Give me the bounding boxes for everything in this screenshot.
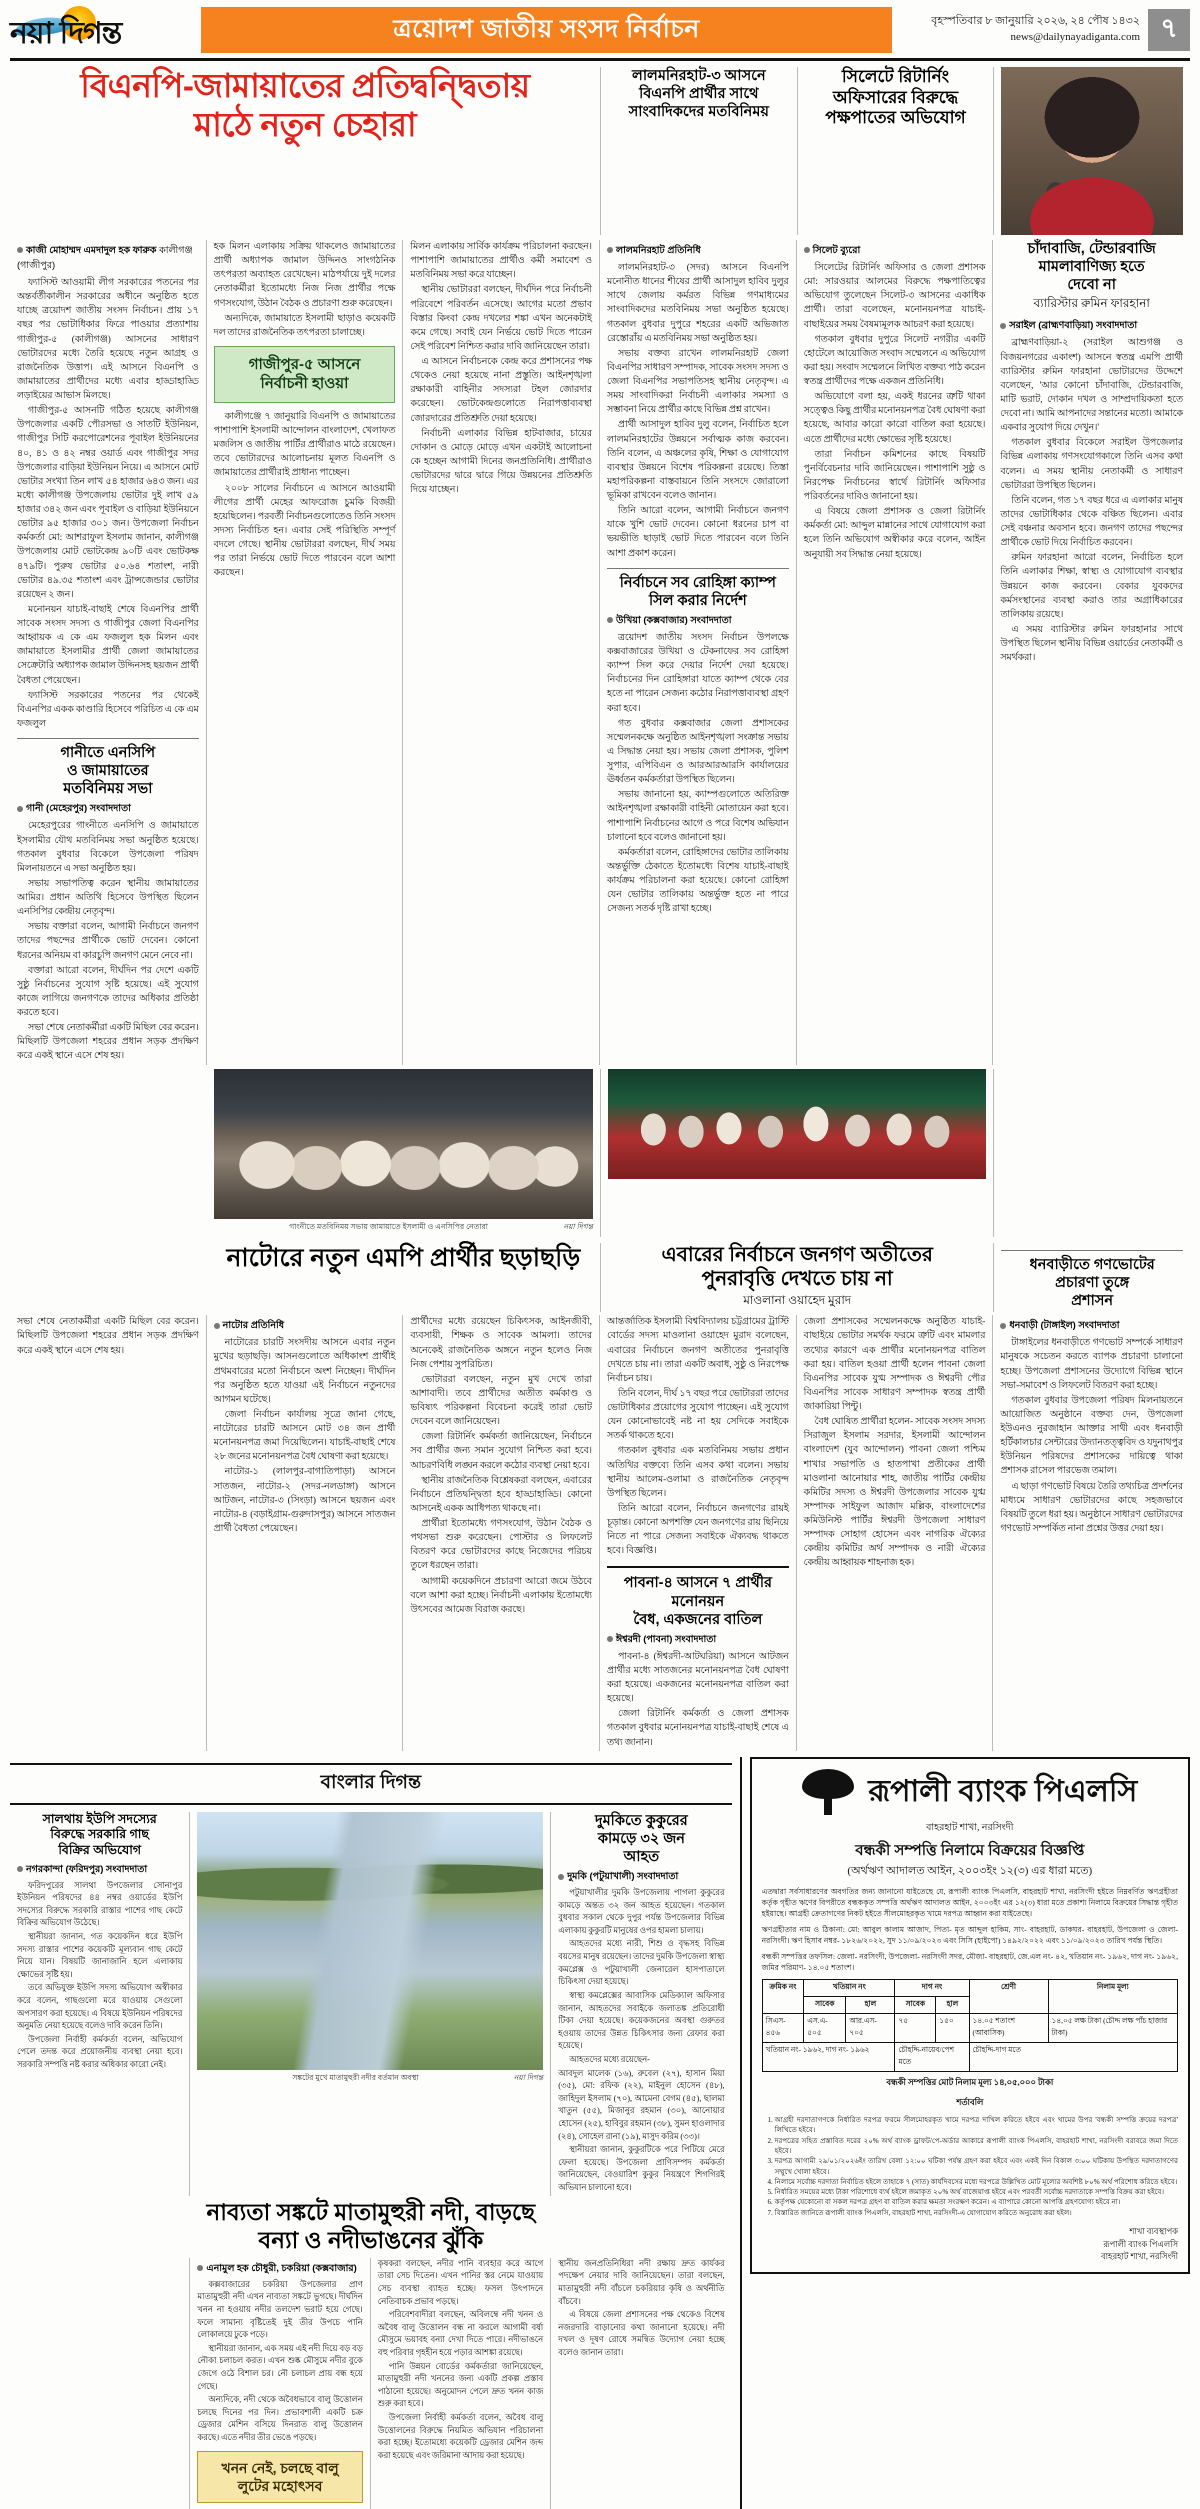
- ad-title: বন্ধকী সম্পত্তি নিলামে বিক্রয়ের বিজ্ঞপ্তি: [855, 1841, 1085, 1859]
- sign-bank: রূপালী ব্যাংক পিএলসি: [1103, 2239, 1178, 2249]
- paragraph: সভা শেষে নেতাকর্মীরা একটি মিছিল বের করেন। মিছিলটি উপজেলা শহরের প্রধান সড়ক প্রদক্ষিণ করে একই স্থানে এসে শেষ হয়।: [17, 1317, 199, 1356]
- river-text-1: [197, 2279, 362, 2445]
- paragraph: গতকাল বুধবার দুপুরে সিলেট নগরীর একটি হোটেলে আয়োজিত সংবাদ সম্মেলনে এ অভিযোগ করা হয়। সংবাদ সম্মেলনে লিখিত বক্তব্য পাঠ করেন স্বতন্ত্র প্রার্থীদের পক্ষে একজন প্রতিনিধি।: [803, 334, 986, 387]
- ncp-group-photo: [214, 1069, 593, 1219]
- paragraph: গত বুধবার কক্সবাজার জেলা প্রশাসকের সম্মেলনকক্ষে অনুষ্ঠিত আইনশৃঙ্খলা সংক্রান্ত সভায় এ সিদ্ধান্ত নেয়া হয়। সভায় জেলা প্রশাসক, পুলিশ সুপার, এপিবিএন ও আরআরআরসি কার্যালয়ের ঊর্ধ্বতন কর্মকর্তারা উপস্থিত ছিলেন।: [607, 718, 789, 786]
- paragraph: গতকাল বুধবার বিকেলে সরাইল উপজেলার বিভিন্ন এলাকায় গণসংযোগকালে তিনি এসব কথা বলেন। এ সময় স্থানীয় নেতাকর্মী ও সাধারণ ভোটাররা উপস্থিত ছিলেন।: [1000, 438, 1183, 491]
- middle-region: [10, 1069, 1190, 1237]
- table-header-row: [762, 1980, 1177, 1997]
- pabna-byline: ঈশ্বরদী (পাবনা) সংবাদদাতা: [607, 1633, 789, 1648]
- middle-region-3: [10, 1315, 1190, 1750]
- pabna-text-1: [607, 1650, 789, 1750]
- paragraph: স্থানীয় ভোটাররা বলছেন, দীর্ঘদিন পরে নির্বাচনী পরিবেশে পরিবর্তন এসেছে। আগের মতো প্রভাব বিস্তার কিংবা কেন্দ্র দখলের শঙ্কা এখন অনেকটাই কমে গেছে। সবাই যেন নির্ভয়ে ভোট দিতে পারেন সেই পরিবেশ নিশ্চিত করার দাবি জানিয়েছেন তারা।: [410, 285, 592, 352]
- column-3: [403, 240, 600, 1065]
- paragraph: টাঙ্গাইলের ধনবাড়ীতে গণভোট সম্পর্কে সাধারণ মানুষকে সচেতন করতে ব্যাপক প্রচারণা চালানো হচ্ছে। উপজেলা প্রশাসনের উদ্যোগে বিভিন্ন স্থানে সভা-সমাবেশ ও লিফলেট বিতরণ করা হচ্ছে।: [1000, 1338, 1183, 1391]
- ncp-headline-line2: ও জামায়াতের: [67, 763, 149, 780]
- bottom-region: [10, 1757, 1190, 2509]
- ad-intro: এতদ্বারা সর্বসাধারণের অবগতির জন্য জানানো যাইতেছে যে, রূপালী ব্যাংক পিএলসি, বাহরহাট শাখা, নরসিংদী হইতে নিম্নবর্ণিত ঋণগ্রহীতা কর্তৃক গৃহীত ঋণের বিপরীতে বন্ধককৃত সম্পত্তি অর্থঋণ আদালত আইন, ২০০৩ইং এর ১২(৩) ধারা মতে প্রকাশ্য নিলামে বিক্রয়ের সিদ্ধান্ত গৃহীত হইয়াছে। আগ্রহী ক্রেতাগণের নিকট হইতে সীলমোহরকৃত খামে দরপত্র আহ্বান করা যাইতেছে।: [761, 1887, 1178, 1919]
- cell-extra-left: খতিয়ান নং- ১৯৬২, দাগ নং- ১৯৬২: [762, 2043, 895, 2072]
- rumin-headline-line3: দেবো না: [1067, 277, 1116, 294]
- cell-khatian-current: আর.এস- ৭০৫: [846, 2014, 895, 2043]
- ad-branch: বাহরহাট শাখা, নরসিংদী: [926, 1822, 1014, 1833]
- sylhet-byline: সিলেট ব্যুরো: [804, 244, 986, 259]
- paragraph: রুমিন ফারহানা আরো বলেন, নির্বাচিত হলে তিনি এলাকার শিক্ষা, স্বাস্থ্য ও যোগাযোগ ব্যবস্থার উন্নয়নে কাজ করবেন। বেকার যুবকদের কর্মসংস্থানের ব্যবস্থা করাও তার অগ্রাধিকারের তালিকায় রয়েছে।: [1000, 553, 1183, 620]
- murad-headline-line2: পুনরাবৃত্তি দেখতে চায় না: [701, 1267, 893, 1290]
- cell-serial: সিএস- ৪৫৬: [762, 2014, 804, 2043]
- spacer-b: [551, 2198, 731, 2254]
- divider: [607, 1566, 789, 1568]
- paragraph: স্থানীয়রা জানান, গত কয়েকদিন ধরে ইউপি সদস্য রাস্তার পাশের কয়েকটি মূল্যবান গাছ কেটে নিয়ে যান। বিষয়টি জানাজানি হলে এলাকায় ক্ষোভের সৃষ্টি হয়।: [17, 1931, 183, 1979]
- murad-text: [607, 1315, 789, 1558]
- salatha-col: [10, 1812, 190, 2196]
- murad-col-1: [600, 1315, 797, 1750]
- bd-col-a-tail: [10, 2258, 190, 2509]
- banglar-digonto-banner: বাংলার দিগন্ত: [10, 1763, 732, 1805]
- ncp-headline-line3: মতবিনিময় সভা: [63, 781, 153, 798]
- paragraph: তিনি আরো বলেন, নির্বাচনে জনগণের রায়ই চূড়ান্ত। কোনো অপশক্তি যেন জনগণের রায় ছিনিয়ে নিতে না পারে সেজন্য সবাইকে ঐক্যবদ্ধ থাকতে হবে। বিজ্ঞপ্তি।: [607, 1503, 789, 1557]
- paragraph: আন্তর্জাতিক ইসলামী বিশ্ববিদ্যালয় চট্টগ্রামের ট্রাস্টি বোর্ডের সদস্য মাওলানা ওয়াহেদ মুরাদ বলেছেন, এবারের নির্বাচনে জনগণ অতীতের পুনরাবৃত্তি দেখতে চায় না। তারা একটি অবাধ, সুষ্ঠু ও নিরপেক্ষ নির্বাচন চায়।: [607, 1317, 789, 1384]
- cell-area: ১৪.০৫ শতাংশ (আবাসিক): [969, 2014, 1048, 2043]
- paragraph: কালীগঞ্জে ৭ জানুয়ারি বিএনপি ও জামায়াতের পাশাপাশি ইসলামী আন্দোলন বাংলাদেশ, খেলাফত মজলিস ও জাতীয় পার্টির প্রার্থীরাও মাঠে রয়েছেন। তবে ভোটারদের আলোচনায় মূলত বিএনপি ও জামায়াতের প্রার্থীরাই প্রাধান্য পাচ্ছেন।: [213, 411, 396, 479]
- masthead: [10, 6, 1190, 54]
- dhanbari-headline-line2: প্রচারণা তুঙ্গে: [1055, 1274, 1130, 1291]
- paragraph: নির্বাচনী এলাকার বিভিন্ন হাটবাজার, চায়ের দোকান ও মোড়ে মোড়ে এখন একটাই আলোচনা কে হচ্ছেন আগামী দিনের জনপ্রতিনিধি। প্রার্থীরাও ভোটারদের দ্বারে দ্বারে গিয়ে উন্নয়নের প্রতিশ্রুতি দিয়ে যাচ্ছেন।: [410, 428, 592, 496]
- paragraph: উপজেলা নির্বাহী কর্মকর্তা বলেন, অবৈধ বালু উত্তোলনের বিরুদ্ধে নিয়মিত অভিযান পরিচালনা করা হচ্ছে। ইতোমধ্যে কয়েকটি ড্রেজার মেশিন জব্দ করা হয়েছে এবং জরিমানা আদায় করা হয়েছে।: [377, 2413, 544, 2460]
- paragraph: স্থানীয় জনপ্রতিনিধিরা নদী রক্ষায় দ্রুত কার্যকর পদক্ষেপ নেয়ার দাবি জানিয়েছেন। তারা বলছেন, মাতামুহুরী নদী বাঁচলে চকরিয়ার কৃষি ও অর্থনীতি বাঁচবে।: [558, 2258, 725, 2306]
- paragraph: নাটোর-১ (লালপুর-বাগাতিপাড়া) আসনে সাতজন, নাটোর-২ (সদর-নলডাঙ্গা) আসনে আটজন, নাটোর-৩ (সিংড়া) আসনে ছয়জন এবং নাটোর-৪ (বড়াইগ্রাম-গুরুদাসপুর) আসনে সাতজন প্রার্থী বৈধতা পেয়েছেন।: [213, 1467, 396, 1534]
- sign-branch: বাহরহাট শাখা, নরসিংদী: [1100, 2252, 1178, 2262]
- river-photo-block: [190, 1812, 551, 2196]
- lalmonirhat-headline-block: [600, 67, 797, 235]
- murad-attribution: মাওলানা ওয়াহেদ মুরাদ: [743, 1293, 852, 1308]
- rohingya-headline: নির্বাচনে সব রোহিঙ্গা ক্যাম্প সিল করার নির্দেশ: [619, 574, 776, 609]
- paragraph: তিনি বলেন, দীর্ঘ ১৭ বছর পরে ভোটাররা তাদের ভোটাধিকার প্রয়োগের সুযোগ পাচ্ছেন। এই সুযোগ যেন কোনোভাবেই নষ্ট না হয় সেদিকে সবাইকে সতর্ক থাকতে হবে।: [607, 1388, 789, 1442]
- paragraph: আহতদের মধ্যে রয়েছেন-: [569, 2054, 650, 2064]
- dhanbari-headline-line3: প্রশাসন: [1071, 1292, 1114, 1309]
- rumin-attribution: ব্যারিস্টার রুমিন ফারহানা: [1033, 296, 1150, 311]
- th-price: নিলাম মূল্য: [1048, 1980, 1177, 2014]
- dumki-victims-list: আবদুল মালেক (১৬), রুবেল (২৭), হাসান মিয়া (৩৫), মো: রফিক (২২), মাইনুল হোসেন (৪৮), জাহিদুল ইসলাম (৭০), আমেনা বেগম (৪৫), ছালমা খাতুন (৫৫), মিজানুর রহমান (৩০), আনোয়ার হোসেন (২৫), হাবিবুর রহমান (৩৮), সুমন হাওলাদার (২৪), সোহেল রানা (১৯), মাসুদ করিম (৩৩)।: [558, 2068, 725, 2141]
- dumki-headline-line1: দুমকিতে কুকুরের: [595, 1812, 688, 1829]
- matamuhuri-river-photo: [197, 1812, 543, 2070]
- paragraph: সভায় বক্তব্য রাখেন লালমনিরহাট জেলা বিএনপির সাধারণ সম্পাদক, সাবেক সংসদ সদস্য ও জেলা বিএনপির সভাপতিসহ স্থানীয় নেতৃবৃন্দ। এ সময় সাংবাদিকরা নির্বাচনী এলাকার সমস্যা ও সম্ভাবনা নিয়ে প্রার্থীর কাছে বিভিন্ন প্রশ্ন রাখেন।: [607, 348, 789, 416]
- paragraph: আহতদের মধ্যে নারী, শিশু ও বৃদ্ধসহ বিভিন্ন বয়সের মানুষ রয়েছেন। তাদের দুমকি উপজেলা স্বাস্থ্য কমপ্লেক্স ও পটুয়াখালী জেনারেল হাসপাতালে চিকিৎসা দেয়া হয়েছে।: [558, 1939, 725, 1987]
- photo-credit: নয়া দিগন্ত: [563, 1221, 593, 1231]
- paragraph: জেলা রিটার্নিং কর্মকর্তা ও জেলা প্রশাসক গতকাল বুধবার মনোনয়নপত্র যাচাই-বাছাই শেষে এ তথ্য জানান।: [607, 1709, 789, 1748]
- ad-signature: [762, 2226, 1178, 2264]
- paragraph: স্থানীয় রাজনৈতিক বিশ্লেষকরা বলছেন, এবারের নির্বাচনে প্রতিদ্বন্দ্বিতা হবে হাড্ডাহাড্ডি। কোনো আসনেই একক আধিপত্য থাকছে না।: [410, 1475, 592, 1514]
- bullet-icon: [17, 247, 23, 253]
- ad-header: [762, 1767, 1178, 1818]
- greenbox-line2: নির্বাচনী হাওয়া: [260, 375, 349, 393]
- greenbox-line1: গাজীপুর-৫ আসনে: [248, 355, 361, 373]
- river-headline-block: [190, 2198, 551, 2254]
- column-1-tail: [10, 1315, 207, 1750]
- ncp-text: [17, 819, 199, 1063]
- paragraph: স্বাস্থ্য কমপ্লেক্সের আবাসিক মেডিক্যাল অফিসার জানান, আহতদের সবাইকে জলাতঙ্ক প্রতিরোধী টিকা দেয়া হয়েছে। কয়েকজনের অবস্থা গুরুতর হওয়ায় তাদের উন্নত চিকিৎসার জন্য রেফার করা হয়েছে।: [558, 1990, 725, 2051]
- paragraph: গতকাল বুধবার এক মতবিনিময় সভায় প্রধান অতিথির বক্তব্যে তিনি এসব কথা বলেন। সভায় স্থানীয় আলেম-ওলামা ও রাজনৈতিক নেতৃবৃন্দ উপস্থিত ছিলেন।: [607, 1446, 789, 1499]
- paragraph: পটুয়াখালীর দুমকি উপজেলায় পাগলা কুকুরের কামড়ে অন্তত ৩২ জন আহত হয়েছেন। গতকাল বুধবার সকাল থেকে দুপুর পর্যন্ত উপজেলার বিভিন্ন এলাকায় কুকুরটি মানুষের ওপর হামলা চালায়।: [558, 1888, 725, 1935]
- bd-top-grid: [10, 1812, 732, 2196]
- bd-bottom-grid: [10, 2258, 732, 2509]
- ncp-headline-line1: গানীতে এনসিপি: [60, 745, 156, 761]
- lead-subheading-box: [214, 346, 396, 403]
- advertisement-section: [742, 1757, 1190, 2509]
- rohingya-byline: উখিয়া (কক্সবাজার) সংবাদদাতা: [607, 614, 789, 629]
- salatha-headline-line1: সালথায় ইউপি সদস্যের: [42, 1811, 157, 1826]
- bullet-icon: [197, 2265, 203, 2271]
- th-khatian: খতিয়ান নং: [804, 1980, 895, 1997]
- rumin-headline-line1: চাঁদাবাজি, টেন্ডারবাজি: [1027, 241, 1156, 257]
- th-former-1: সাবেক: [804, 1997, 846, 2014]
- lead-headline-line2: মাঠে নতুন চেহারা: [193, 105, 417, 143]
- bullet-icon: [1000, 1323, 1006, 1329]
- section-banner-election: [201, 7, 892, 53]
- bullet-icon: [17, 1866, 23, 1872]
- paragraph: গতকাল বুধবার উপজেলা পরিষদ মিলনায়তনে আয়োজিত অনুষ্ঠানে বক্তব্য দেন, উপজেলা ইউএনও নুরজাহান আক্তার সাথী এবং ধনবাড়ী হর্টিকালচার সেন্টারের উদ্যানতত্ত্ববিদ ও যদুনাথপুর ইউনিয়ন পরিষদের প্রশাসকের দায়িত্বে থাকা প্রশাসক রাসেল পারভেজ তমাল।: [1000, 1395, 1183, 1477]
- paragraph: এ বিষয়ে জেলা প্রশাসনের পক্ষ থেকেও বিশেষ নজরদারি বাড়ানোর কথা জানানো হয়েছে। নদী দখল ও দূষণ রোধে সমন্বিত উদ্যোগ নেয়া হচ্ছে বলেও জানান তারা।: [558, 2310, 725, 2358]
- sylhet-headline-block: [797, 67, 994, 235]
- ad-total: বন্ধকী সম্পত্তির মোট নিলাম মূল্য ১৪,০৫,০০০ টাকা: [886, 2078, 1054, 2088]
- dumki-headline-line3: আহত: [623, 1848, 660, 1865]
- paragraph: ভোটাররা বলছেন, নতুন মুখ দেখে তারা আশাবাদী। তবে প্রার্থীদের অতীত কর্মকাণ্ড ও ভবিষ্যৎ পরিকল্পনা বিবেচনা করেই তারা ভোট দেবেন বলে জানিয়েছেন।: [410, 1374, 592, 1428]
- paragraph: সভায় জানানো হয়, ক্যাম্পগুলোতে অতিরিক্ত আইনশৃঙ্খলা রক্ষাকারী বাহিনী মোতায়েন করা হবে। পাশাপাশি নির্বাচনের আগে ও পরে বিশেষ অভিযান চালানো হবে বলেও জানানো হয়।: [607, 790, 789, 843]
- table-body: [762, 2014, 1177, 2072]
- dhanbari-headline-line1: ধনবাড়ীতে গণভোটের: [1029, 1256, 1155, 1273]
- term-item: 1. আগ্রহী দরদাতাগণকে নির্ধারিত দরপত্র ফরমে সীলমোহরকৃত খামে দরপত্র দাখিল করিতে হইবে এবং খামের উপর 'বন্ধকী সম্পত্তি ক্রয়ের দরপত্র' লিখিতে হইবে।: [775, 2115, 1178, 2136]
- ad-note: বন্ধকী সম্পত্তির তফসিল: জেলা- নরসিংদী, উপজেলা- নরসিংদী সদর, মৌজা- বাহরহাট, জে.এল নং- ৪২, খতিয়ান নং- ১৯৬২, দাগ নং- ১৯৬২, জমির পরিমাণ- ১৪.০৫ শতাংশ।: [761, 1952, 1178, 1973]
- term-item: 3. দরপত্র আগামী ২৯/০১/২০২৬ইং তারিখ বেলা ১২:০০ ঘটিকা পর্যন্ত গ্রহণ করা হইবে এবং একই দিন বিকাল ৩:০০ ঘটিকায় উপস্থিত দরদাতাগণের সম্মুখে খোলা হইবে।: [775, 2156, 1178, 2177]
- pabna-col-2: [797, 1315, 994, 1750]
- natore-headline-block: [207, 1243, 600, 1313]
- col6-middle-spacer: [993, 1069, 1190, 1237]
- paragraph: অন্যদিকে, নদী থেকে অবৈধভাবে বালু উত্তোলন চলছে দিনের পর দিন। প্রভাবশালী একটি চক্র ড্রেজার মেশিন বসিয়ে দিনরাত বালু উত্তোলন করছে। এতে নদীর তীর ভেঙে পড়ছে।: [197, 2395, 363, 2443]
- terms-title: শর্তাবলি: [956, 2098, 984, 2108]
- cell-dag-former: ৭৫: [895, 2014, 936, 2043]
- paragraph: এ আসনে নির্বাচনকে কেন্দ্র করে প্রশাসনের পক্ষ থেকেও নেয়া হয়েছে নানা প্রস্তুতি। আইনশৃঙ্খলা রক্ষাকারী বাহিনীর সদস্যরা টহল জোরদার করেছেন। ভোটকেন্দ্রগুলোতে নিরাপত্তাব্যবস্থা জোরদারের প্রতিশ্রুতি দেয়া হয়েছে।: [410, 357, 592, 424]
- spacer-a: [10, 2198, 190, 2254]
- river-col-3: [551, 2258, 731, 2509]
- paragraph: সভায় বক্তারা বলেন, আগামী নির্বাচনে জনগণ তাদের পছন্দের প্রার্থীকে ভোট দেবেন। কোনো ধরনের অনিয়ম বা কারচুপি জনগণ মেনে নেবে না।: [17, 922, 199, 961]
- paragraph: স্থানীয়রা জানান, কুকুরটিকে পরে পিটিয়ে মেরে ফেলা হয়েছে। উপজেলা প্রাণিসম্পদ কর্মকর্তা জানিয়েছেন, বেওয়ারিশ কুকুর নিয়ন্ত্রণে শিগগিরই অভিযান চালানো হবে।: [558, 2145, 725, 2193]
- paragraph: বৈধ ঘোষিত প্রার্থীরা হলেন- সাবেক সংসদ সদস্য সিরাজুল ইসলাম সরদার, ইসলামী আন্দোলন বাংলাদেশ (যুব আন্দোলন) পাবনা জেলা পশ্চিম শাখার সভাপতি ও হাতপাখা প্রতীকের প্রার্থী মাওলানা আনোয়ার শাহ, জাতীয় পার্টির কেন্দ্রীয় কমিটির সদস্য ও ঈশ্বরদী উপজেলার সাবেক যুগ্ম সম্পাদক সাইফুল আজাদ মল্লিক, বাংলাদেশের কমিউনিস্ট পার্টির ঈশ্বরদী উপজেলা সাধারণ সম্পাদক সোহাগ হোসেন এবং নাগরিক ঐক্যের কেন্দ্রীয় কমিটির অর্থ সম্পাদক ও নারী ঐক্যের কেন্দ্রীয় আহ্বায়ক শাহনাজ হক।: [803, 1417, 986, 1569]
- salatha-text: [17, 1880, 182, 2072]
- email-address[interactable]: news@dailynayadiganta.com: [1010, 31, 1140, 43]
- paragraph: ২০০৮ সালের নির্বাচনে এ আসনে আওয়ামী লীগের প্রার্থী মেহের আফরোজ চুমকি বিজয়ী হয়েছিলেন। পরবর্তী নির্বাচনগুলোতেও তিনি সংসদ সদস্য নির্বাচিত হন। এবার সেই পরিস্থিতি সম্পূর্ণ বদলে গেছে। স্থানীয় ভোটাররা বলছেন, দীর্ঘ সময় পর তারা নির্ভয়ে ভোট দিতে পারবেন বলে আশা করছেন।: [213, 483, 396, 579]
- logo-text: নয়া দিগন্ত: [10, 17, 122, 50]
- auction-table: [762, 1979, 1178, 2072]
- divider: [17, 738, 199, 739]
- th-dag: দাগ নং: [895, 1980, 969, 1997]
- paragraph: অভিযোগে বলা হয়, একই ধরনের ত্রুটি থাকা সত্ত্বেও কিছু প্রার্থীর মনোনয়নপত্র বৈধ ঘোষণা করা হয়েছে, আবার কারো কারো বাতিল করা হয়েছে। এতে প্রার্থীদের মধ্যে ক্ষোভের সৃষ্টি হয়েছে।: [803, 392, 986, 445]
- column-4: [600, 240, 797, 1065]
- rumin-photo-block: [993, 67, 1190, 235]
- river-text-3: [558, 2258, 724, 2360]
- paragraph: জেলা নির্বাচন কার্যালয় সূত্রে জানা গেছে, নাটোরের চারটি আসনে মোট ৩৪ জন প্রার্থী মনোনয়নপত্র জমা দিয়েছিলেন। যাচাই-বাছাই শেষে ২৮ জনের মনোনয়নপত্র বৈধ ঘোষণা করা হয়েছে।: [213, 1409, 396, 1463]
- date-line: বৃহস্পতিবার ৮ জানুয়ারি ২০২৬, ২৪ পৌষ ১৪৩২: [931, 15, 1140, 28]
- th-area: শ্রেণী: [969, 1980, 1048, 2014]
- photo-credit: নয়া দিগন্ত: [513, 2072, 544, 2082]
- th-current-1: হাল: [846, 1997, 895, 2014]
- paragraph: মিলন এলাকায় সার্বিক কার্যক্রম পরিচালনা করছেন। পাশাপাশি জামায়াতের প্রার্থীও কর্মী সমাবেশ ও মতবিনিময় সভা করে যাচ্ছেন।: [410, 242, 592, 281]
- paragraph: জেলা রিটার্নিং কর্মকর্তা জানিয়েছেন, নির্বাচনে সব প্রার্থীর জন্য সমান সুযোগ নিশ্চিত করা হবে। আচরণবিধি লঙ্ঘন করলে কঠোর ব্যবস্থা নেয়া হবে।: [410, 1432, 592, 1471]
- pabna-text-2: [804, 1315, 986, 1570]
- paragraph: ব্রাহ্মণবাড়িয়া-২ (সরাইল আশুগঞ্জ ও বিজয়নগরের একাংশ) আসনে স্বতন্ত্র এমপি প্রার্থী ব্যারিস্টার রুমিন ফারহানা ভোটারদের উদ্দেশে বলেছেন, 'আর কোনো চাঁদাবাজি, টেন্ডারবাজি, মাটি ভরাট, দোকান দখল ও সাম্প্রদায়িকতা হতে দেবো না। আমি আপনাদের সন্তানের মতো। আমাকে একবার সুযোগ দিয়ে দেখুন।': [1000, 338, 1183, 434]
- natore-byline: নাটোর প্রতিনিধি: [214, 1319, 396, 1334]
- th-former-2: সাবেক: [895, 1997, 936, 2014]
- column-5: [797, 240, 994, 1065]
- murad-stage-photo: [608, 1069, 986, 1179]
- bullet-icon: [17, 806, 23, 812]
- cell-dag-current: ১৫০: [936, 2014, 969, 2043]
- ncp-photo-block: [207, 1069, 600, 1237]
- paragraph: এ সময় ব্যারিস্টার রুমিন ফারহানার সাথে উপস্থিত ছিলেন স্থানীয় বিভিন্ন ওয়ার্ডের নেতাকর্মী ও সমর্থকরা।: [1000, 624, 1183, 664]
- paragraph: প্রার্থীরা ইতোমধ্যে গণসংযোগ, উঠান বৈঠক ও পথসভা শুরু করেছেন। পোস্টার ও লিফলেট বিতরণ করে ভোটারদের কাছে নিজেদের পরিচয় তুলে ধরছেন তারা।: [410, 1519, 592, 1572]
- banner-title: ত্রয়োদশ জাতীয় সংসদ নির্বাচন: [393, 14, 700, 43]
- yellowbox-line2: লুটের মহোৎসব: [237, 2477, 323, 2494]
- bullet-icon: [1000, 323, 1006, 329]
- natore-text-2: [410, 1315, 592, 1617]
- paragraph: লালমনিরহাট-৩ (সদর) আসনে বিএনপি মনোনীত ধানের শীষের প্রার্থী আসাদুল হাবিব দুলুর সাথে জেলায় কর্মরত বিভিন্ন গণমাধ্যমের সাংবাদিকদের মতবিনিময় সভা অনুষ্ঠিত হয়েছে। গতকাল বুধবার দুপুরে শহরের একটি অভিজাত রেস্তোরাঁয় এ মতবিনিময় সভা অনুষ্ঠিত হয়।: [607, 263, 789, 344]
- dhanbari-col: [993, 1315, 1190, 1750]
- column-2: [207, 240, 404, 1065]
- paragraph: প্রার্থী আসাদুল হাবিব দুলু বলেন, নির্বাচিত হলে লালমনিরহাটের উন্নয়নে সর্বাত্মক কাজ করবেন। তিনি বলেন, এ অঞ্চলের কৃষি, শিক্ষা ও যোগাযোগ ব্যবস্থার উন্নয়নে বিশেষ পরিকল্পনা রয়েছে। তিস্তা মহাপরিকল্পনা বাস্তবায়নে তিনি সংসদে জোরালো ভূমিকা রাখবেন বলেও জানান।: [607, 420, 789, 501]
- paragraph: তিনি আরো বলেন, আগামী নির্বাচনে জনগণ যাকে খুশি ভোট দেবেন। কোনো ধরনের চাপ বা ভয়ভীতি ছাড়াই ভোট দিতে পারবেন বলে তিনি আশা প্রকাশ করেন।: [607, 506, 789, 559]
- rumin-text: [1000, 336, 1183, 665]
- column-1: [10, 240, 207, 1065]
- sign-title: শাখা ব্যবস্থাপক: [1129, 2226, 1178, 2236]
- rumin-farhana-photo: [1001, 67, 1183, 235]
- bullet-icon: [607, 617, 613, 623]
- paragraph: ত্রয়োদশ জাতীয় সংসদ নির্বাচন উপলক্ষে কক্সবাজারের উখিয়া ও টেকনাফের সব রোহিঙ্গা ক্যাম্প সিল করে দেয়ার নির্দেশ দেয়া হয়েছে। নির্বাচনের দিন রোহিঙ্গারা যাতে ক্যাম্প থেকে বের হতে না পারেন সেজন্য কঠোর নিরাপত্তাব্যবস্থা গ্রহণ করা হবে।: [607, 632, 789, 714]
- term-item: 7. বিস্তারিত জানিতে রূপালী ব্যাংক পিএলসি, বাহরহাট শাখা, নরসিংদী-এ যোগাযোগ করিতে অনুরোধ করা হইল।: [775, 2208, 1178, 2218]
- table-row: [762, 2014, 1177, 2043]
- lead-col3-text: [410, 240, 592, 497]
- paragraph: ফ্যাসিস্ট আওয়ামী লীগ সরকারের পতনের পর অন্তর্বর্তীকালীন সরকারের অধীনে অনুষ্ঠিত হতে যাচ্ছে ত্রয়োদশ জাতীয় সংসদ নির্বাচন। প্রায় ১৭ বছর পর ভোটাধিকার ফিরে পাওয়ার প্রত্যাশায় গাজীপুর-৫ (কালীগঞ্জ) আসনের সাধারণ ভোটারদের মধ্যে তৈরি হয়েছে নতুন আগ্রহ ও রাজনৈতিক উত্তাপ। এই আসনে বিএনপি ও জামায়াতের প্রার্থীদের মধ্যে এবার হাড্ডাহাড্ডি লড়াইয়ের আভাস মিলছে।: [17, 278, 199, 401]
- dhanbari-headline-block: [993, 1243, 1190, 1313]
- natore-text-1: [214, 1336, 396, 1536]
- river-col-1: [190, 2258, 370, 2509]
- bullet-icon: [558, 1874, 564, 1880]
- paragraph: সিলেটের রিটার্নিং অফিসার ও জেলা প্রশাসক মো: সারওয়ার আলমের বিরুদ্ধে পক্ষপাতিত্বের অভিযোগ তুলেছেন সিলেট-৩ আসনের একাধিক প্রার্থী। তারা বলেছেন, মনোনয়নপত্র যাচাই-বাছাইয়ের সময় বৈষম্যমূলক আচরণ করা হয়েছে।: [803, 263, 986, 330]
- terms-list: [762, 2115, 1178, 2218]
- paragraph: এ ছাড়া গণভোট বিষয়ে তৈরি তথ্যচিত্র প্রদর্শনের মাধ্যমে সাধারণ ভোটারদের কাছে সহজভাবে বিষয়টি তুলে ধরা হয়। অনুষ্ঠানে সাধারণ ভোটারদের গণভোট সম্পর্কিত নানা প্রশ্নের উত্তর দেয়া হয়।: [1000, 1481, 1183, 1534]
- lead-col2-text: [214, 240, 396, 340]
- dumki-text: [558, 1887, 724, 2195]
- lead-article-headline-block: [10, 67, 600, 235]
- salatha-headline-line2: বিরুদ্ধে সরকারি গাছ: [50, 1827, 149, 1842]
- th-serial: ক্রমিক নং: [762, 1980, 804, 2014]
- river-text-2: [378, 2258, 543, 2463]
- rumin-headline-line2: মামলাবাণিজ্য হতে: [1038, 259, 1145, 276]
- ad-details: ঋণগ্রহীতার নাম ও ঠিকানা: মো: আবুল কালাম আজাদ, পিতা- মৃত আব্দুল হাকিম, সাং- বাহরহাট, ডাকঘর- বাহরহাট, উপজেলা ও জেলা- নরসিংদী। ঋণ হিসাব নম্বর- ১৮২৬/২০২২, সুদ ১১/০৯/২০২৩ এবং সিসি (হাইপো) ১৪৯২/২০২২ এবং ১১/০৯/২০২৩ তারিখ পর্যন্ত স্থিতি।: [761, 1925, 1178, 1946]
- paragraph: তিনি বলেন, গত ১৭ বছর ধরে এ এলাকার মানুষ তাদের ভোটাধিকার থেকে বঞ্চিত ছিলেন। এবার সেই বঞ্চনার অবসান হবে। জনগণ তাদের পছন্দের প্রার্থীকে ভোট দিয়ে নির্বাচিত করবেন।: [1000, 495, 1183, 549]
- ad-subtitle: (অর্থঋণ আদালত আইন, ২০০৩ইং ১২(৩) এর ধারা মতে): [847, 1865, 1093, 1878]
- tree-trunk: [824, 1795, 832, 1815]
- paragraph: তারা নির্বাচন কমিশনের কাছে বিষয়টি পুনর্বিবেচনার দাবি জানিয়েছেন। পাশাপাশি সুষ্ঠু ও নিরপেক্ষ নির্বাচনের স্বার্থে রিটার্নিং অফিসার পরিবর্তনের দাবিও জানানো হয়।: [803, 449, 986, 502]
- dhanbari-text: [1000, 1336, 1183, 1536]
- th-current-2: হাল: [936, 1997, 969, 2014]
- river-col-2: [371, 2258, 551, 2509]
- date-block: [898, 14, 1148, 46]
- column-6: [993, 240, 1190, 1065]
- paragraph: জেলা প্রশাসকের সম্মেলনকক্ষে অনুষ্ঠিত যাচাই-বাছাইয়ে ভোটার সমর্থক ফরমে ত্রুটি এবং মামলার তথ্যের কারণে এক প্রার্থীর মনোনয়নপত্র বাতিল করা হয়। বাতিল হওয়া প্রার্থী হলেন পাবনা জেলা বিএনপির সাবেক যুগ্ম সম্পাদক ও ঈশ্বরদী পৌর বিএনপির সাবেক সাধারণ সম্পাদক স্বতন্ত্র প্রার্থী জাকারিয়া পিন্টু।: [803, 1317, 986, 1413]
- rupali-bank-ad[interactable]: [750, 1757, 1190, 2274]
- natore-headline: নাটোরে নতুন এমপি প্রার্থীর ছড়াছড়ি: [226, 1243, 581, 1272]
- salatha-headline-line3: বিক্রির অভিযোগ: [58, 1842, 142, 1857]
- bullet-icon: [804, 247, 810, 253]
- lead-headline-line1: বিএনপি-জামায়াতের প্রতিদ্বন্দ্বিতায়: [80, 67, 530, 104]
- newspaper-logo[interactable]: [10, 7, 195, 53]
- river-headline-line2: বন্যা ও নদীভাঙনের ঝুঁকি: [258, 2226, 484, 2253]
- river-photo-caption: সঙ্কটের মুখে মাতামুহুরী নদীর বর্তমান অবস্থা নয়া দিগন্ত: [197, 2070, 543, 2088]
- natore-col-2: [403, 1315, 600, 1750]
- yellowbox-line1: খনন নেই, চলছে বালু: [221, 2459, 339, 2476]
- bd-river-headline-grid: [10, 2198, 732, 2254]
- sylhet-headline: সিলেটে রিটার্নিং অফিসারের বিরুদ্ধে পক্ষপাতের অভিযোগ: [825, 67, 966, 128]
- ncp-byline: গানী (মেহেরপুর) সংবাদদাতা: [17, 802, 199, 817]
- bank-name: রূপালী ব্যাংক পিএলসি: [868, 1774, 1138, 1808]
- term-item: 4. নিলামে সর্বোচ্চ দরদাতা নির্বাচিত হইলে তাহাকে ৭ (সাত) কার্যদিবসের মধ্যে দরপত্রে উল্লিখিত মোট মূল্যের অবশিষ্ট ৮০% অর্থ পরিশোধ করিতে হইবে।: [775, 2177, 1178, 2187]
- paragraph: আগামী কয়েকদিনে প্রচারণা আরো জমে উঠবে বলে আশা করা হচ্ছে। নির্বাচনী এলাকায় ইতোমধ্যে উৎসবের আমেজ বিরাজ করছে।: [410, 1576, 592, 1615]
- paragraph: মেহেরপুরের গাংনীতে এনসিপি ও জামায়াতে ইসলামীর যৌথ মতবিনিময় সভা অনুষ্ঠিত হয়েছে। গতকাল বুধবার বিকেলে উপজেলা পরিষদ মিলনায়তনে এ সভা অনুষ্ঠিত হয়।: [17, 821, 199, 874]
- cell-extra-right-2: চৌহদ্দি-দাগ মতে: [969, 2043, 1177, 2072]
- paragraph: বক্তারা আরো বলেন, দীর্ঘদিন পর দেশে একটি সুষ্ঠু নির্বাচনের সুযোগ সৃষ্টি হয়েছে। এই সুযোগ কাজে লাগিয়ে জনগণকে তাদের অধিকার প্রতিষ্ঠা করতে হবে।: [17, 965, 199, 1018]
- paragraph: সভায় সভাপতিত্ব করেন স্থানীয় জামায়াতের আমির। প্রধান অতিথি হিসেবে উপস্থিত ছিলেন এনসিপির কেন্দ্রীয় নেতৃবৃন্দ।: [17, 878, 199, 918]
- cell-price: ১৪,০৫ লক্ষ টাকা (চৌদ্দ লক্ষ পাঁচ হাজার টাকা): [1048, 2014, 1177, 2043]
- paragraph: কৃষকরা বলছেন, নদীর পানি ব্যবহার করে আগে তারা সেচ দিতেন। এখন পানির স্তর নেমে যাওয়ায় সেচ ব্যবস্থা ব্যাহত হচ্ছে। ফসল উৎপাদনে নেতিবাচক প্রভাব পড়ছে।: [377, 2258, 544, 2306]
- lalmonirhat-headline: লালমনিরহাট-৩ আসনে বিএনপি প্রার্থীর সাথে সাংবাদিকদের মতবিনিময়: [628, 68, 769, 121]
- paragraph: নাটোরের চারটি সংসদীয় আসনে এবার নতুন মুখের ছড়াছড়ি। আসনগুলোতে অধিকাংশ প্রার্থীই প্রথমবারের মতো নির্বাচনে অংশ নিচ্ছেন। দীর্ঘদিন পর অনুষ্ঠিত হতে যাওয়া এই নির্বাচনে নতুনদের আগমন ঘটেছে।: [213, 1338, 396, 1405]
- masthead-rule: [10, 58, 1190, 61]
- rohingya-text: [607, 631, 789, 917]
- divider: [607, 568, 789, 569]
- paragraph: হক মিলন এলাকায় সক্রিয় থাকলেও জামায়াতের প্রার্থী অধ্যাপক জামাল উদ্দিনও সাংগঠনিক তৎপরতা অব্যাহত রেখেছেন। মাঠপর্যায়ে দুই দলের নেতাকর্মীরা ইতোমধ্যে নিজ নিজ প্রার্থীর পক্ষে গণসংযোগ, উঠান বৈঠক ও প্রচারণা শুরু করেছেন।: [213, 242, 396, 309]
- term-item: 5. নির্ধারিত সময়ের মধ্যে টাকা পরিশোধে ব্যর্থ হইলে জমাকৃত ২০% অর্থ বাজেয়াপ্ত হইবে এবং পরবর্তী সর্বোচ্চ দরদাতাকে সম্পত্তি বিক্রয় করা হইবে।: [775, 2187, 1178, 2197]
- lead-col2-text-2: [214, 410, 396, 581]
- pabna-headline-line1: পাবনা-৪ আসনে ৭ প্রার্থীর মনোনয়ন: [623, 1575, 772, 1610]
- river-subheading-box: [197, 2451, 362, 2503]
- paragraph: তবে অভিযুক্ত ইউপি সদস্য অভিযোগ অস্বীকার করে বলেন, গাছগুলো মরে যাওয়ায় সেগুলো অপসারণ করা হয়েছে। এ বিষয়ে ইউনিয়ন পরিষদের অনুমতি নেয়া হয়েছে বলেও দাবি করেন তিনি।: [17, 1983, 183, 2031]
- paragraph: পানি উন্নয়ন বোর্ডের কর্মকর্তারা জানিয়েছেন, মাতামুহুরী নদী খননের জন্য একটি প্রকল্প প্রস্তাব পাঠানো হয়েছে। অনুমোদন পেলে দ্রুত খনন কাজ শুরু করা হবে।: [377, 2361, 544, 2409]
- paragraph: কক্সবাজারের চকরিয়া উপজেলার প্রাণ মাতামুহুরী নদী এখন নাব্যতা সঙ্কটে ভুগছে। দীর্ঘদিন খনন না হওয়ায় নদীর তলদেশ ভরাট হয়ে গেছে। ফলে সামান্য বৃষ্টিতেই দুই তীর উপচে পানি লোকালয়ে ঢুকে পড়ে।: [197, 2279, 363, 2340]
- paragraph: মনোনয়ন যাচাই-বাছাই শেষে বিএনপির প্রার্থী সাবেক সংসদ সদস্য ও গাজীপুর জেলা বিএনপির আহ্বায়ক এ কে এম ফজলুল হক মিলন এবং জামায়াতে ইসলামীর প্রার্থী জেলা জামায়াতের সেক্রেটারি অধ্যাপক জামাল উদ্দিনসহ ছয়জন প্রার্থী বৈধতা পেয়েছেন।: [17, 604, 199, 686]
- term-item: 2. দরপত্রের সহিত প্রস্তাবিত দরের ২০% অর্থ ব্যাংক ড্রাফট/পে-অর্ডার আকারে রূপালী ব্যাংক পিএলসি, বাহরহাট শাখা, নরসিংদী বরাবরে জমা দিতে হইবে।: [775, 2136, 1178, 2157]
- dumki-col: [551, 1812, 731, 2196]
- dumki-byline: দুমকি (পটুয়াখালী) সংবাদদাতা: [558, 1870, 724, 1885]
- banglar-digonto-section: [10, 1757, 742, 2509]
- main-columns: [10, 240, 1190, 1065]
- dhanbari-byline: ধনবাড়ী (টাঙ্গাইল) সংবাদদাতা: [1000, 1319, 1183, 1334]
- murad-photo-block: [600, 1069, 993, 1237]
- lalmonirhat-byline: লালমনিরহাট প্রতিনিধি: [607, 244, 789, 259]
- murad-headline-line1: এবারের নির্বাচনে জনগণ অতীতের: [661, 1243, 933, 1266]
- tree-logo-icon: [802, 1769, 854, 1815]
- natore-col-1: [207, 1315, 404, 1750]
- murad-headline-block: [600, 1243, 993, 1313]
- term-item: 6. কর্তৃপক্ষ যেকোনো বা সকল দরপত্র গ্রহণ বা বাতিল করার ক্ষমতা সংরক্ষণ করেন। এ ব্যাপারে কোনো আপত্তি গ্রহণযোগ্য হইবে না।: [775, 2197, 1178, 2207]
- cell-khatian-former: এস.এ- ৫০৫: [804, 2014, 846, 2043]
- paragraph: এ বিষয়ে জেলা প্রশাসক ও জেলা রিটার্নিং কর্মকর্তা মো: আব্দুল মান্নানের সাথে যোগাযোগ করা হলে তিনি অভিযোগ অস্বীকার করে বলেন, আইন অনুযায়ী সব সিদ্ধান্ত নেয়া হয়েছে।: [803, 507, 986, 560]
- paragraph: ফরিদপুরের সালথা উপজেলার সোনাপুর ইউনিয়ন পরিষদের ৪৪ নম্বর ওয়ার্ডের ইউপি সদস্যের বিরুদ্ধে সরকারি রাস্তার পাশের গাছ কেটে বিক্রির অভিযোগ উঠেছে।: [17, 1880, 183, 1928]
- bullet-icon: [214, 1323, 220, 1329]
- ncp-photo-caption: গাংনীতে মতবিনিময় সভায় জামায়াতে ইসলামী ও এনসিপির নেতারা নয়া দিগন্ত: [214, 1219, 593, 1237]
- paragraph: উপজেলা নির্বাহী কর্মকর্তা বলেন, অভিযোগ পেলে তদন্ত করে প্রয়োজনীয় ব্যবস্থা নেয়া হবে। সরকারি সম্পত্তি নষ্ট করার অধিকার কারো নেই।: [17, 2034, 183, 2070]
- paragraph: পরিবেশবাদীরা বলছেন, অবিলম্বে নদী খনন ও অবৈধ বালু উত্তোলন বন্ধ না করলে আগামী বর্ষা মৌসুমে ভয়াবহ বন্যা দেখা দিতে পারে। নদীভাঙনে বহু পরিবার গৃহহীন হয়ে পড়ার আশঙ্কা রয়েছে।: [377, 2310, 544, 2358]
- divider: [1001, 1250, 1183, 1251]
- paragraph: অন্যদিকে, জামায়াতে ইসলামী ছাড়াও কয়েকটি দল তাদের রাজনৈতিক তৎপরতা চালাচ্ছে।: [213, 313, 396, 338]
- paragraph: ফ্যাসিস্ট সরকারের পতনের পর থেকেই বিএনপির একক কাণ্ডারি হিসেবে পরিচিত এ কে এম ফজলুল: [17, 690, 199, 729]
- pabna-headline-line2: বৈধ, একজনের বাতিল: [633, 1611, 763, 1628]
- bullet-icon: [607, 1636, 613, 1642]
- paragraph: সভা শেষে নেতাকর্মীরা একটি মিছিল বের করেন। মিছিলটি উপজেলা শহরের প্রধান সড়ক প্রদক্ষিণ করে একই স্থানে এসে শেষ হয়।: [17, 1023, 199, 1062]
- table-row: [762, 2043, 1177, 2072]
- column-1-cont: [10, 1243, 207, 1313]
- sylhet-text: [804, 261, 986, 562]
- dumki-headline-line2: কামড়ে ৩২ জন: [597, 1830, 685, 1847]
- cell-extra-right-1: চৌহদ্দি-নায়েব/পেশ মতে: [895, 2043, 969, 2072]
- paragraph: প্রার্থীদের মধ্যে রয়েছেন চিকিৎসক, আইনজীবী, ব্যবসায়ী, শিক্ষক ও সাবেক আমলা। তাদের অনেকেই রাজনৈতিক অঙ্গনে নতুন হলেও নিজ নিজ পেশায় সুপরিচিত।: [410, 1317, 592, 1370]
- lalmonirhat-text: [607, 261, 789, 561]
- river-byline: এনামুল হক চৌধুরী, চকরিয়া (কক্সবাজার): [197, 2262, 362, 2277]
- river-headline-line1: নাব্যতা সঙ্কটে মাতামুহুরী নদী, বাড়ছে: [206, 2198, 536, 2225]
- page-number-badge: ৭: [1148, 9, 1190, 51]
- lead-col1-text: [17, 276, 199, 731]
- lead-byline: কাজী মোহাম্মদ এমদাদুল হক ফারুক কালীগঞ্জ (গাজীপুর): [17, 245, 193, 271]
- ordered-terms: [762, 2115, 1178, 2218]
- paragraph: কর্মকর্তারা বলেন, রোহিঙ্গাদের ভোটার তালিকায় অন্তর্ভুক্তি ঠেকাতে ইতোমধ্যে বিশেষ যাচাই-বাছাই কার্যক্রম পরিচালনা করা হয়েছে। কোনো রোহিঙ্গা যেন ভোটার তালিকায় অন্তর্ভুক্ত হতে না পারে সেজন্য সতর্ক দৃষ্টি রাখা হচ্ছে।: [607, 847, 789, 915]
- middle-region-2: [10, 1243, 1190, 1313]
- rumin-byline: সরাইল (ব্রাহ্মণবাড়িয়া) সংবাদদাতা: [1000, 319, 1183, 334]
- table-head: [762, 1980, 1177, 2014]
- bullet-icon: [607, 247, 613, 253]
- paragraph: স্থানীয়রা জানান, এক সময় এই নদী দিয়ে বড় বড় নৌকা চলাচল করত। এখন শুষ্ক মৌসুমে নদীর বুকে জেগে ওঠে বিশাল চর। নৌ চলাচল প্রায় বন্ধ হয়ে গেছে।: [197, 2343, 363, 2391]
- top-region: [10, 67, 1190, 235]
- paragraph: পাবনা-৪ (ঈশ্বরদী-আটঘরিয়া) আসনে আটজন প্রার্থীর মধ্যে সাতজনের মনোনয়নপত্র বৈধ ঘোষণা করা হয়েছে। একজনের মনোনয়নপত্র বাতিল করা হয়েছে।: [607, 1651, 789, 1705]
- salatha-byline: নগরকান্দা (ফরিদপুর) সংবাদদাতা: [17, 1863, 182, 1878]
- ncp-text-tail: [17, 1315, 199, 1357]
- paragraph: গাজীপুর-৫ আসনটি গঠিত হয়েছে কালীগঞ্জ উপজেলার একটি পৌরসভা ও সাতটি ইউনিয়ন, গাজীপুর সিটি করপোরেশনের পূবাইল ইউনিয়নের ৪০, ৪১ ও ৪২ নম্বর ওয়ার্ড এবং গাজীপুর সদর উপজেলার বাড়িয়া ইউনিয়ন নিয়ে। এ আসনে মোট ভোটার সংখ্যা তিন লাখ ৫৪ হাজার ৬৪৩ জন। এর মধ্যে কালীগঞ্জ উপজেলায় ভোটার দুই লাখ ৫৯ হাজার ৩৪২ জন এবং পূবাইল ও বাড়িয়া ইউনিয়নে ভোটার ৯৫ হাজার ৩০১ জন। উপজেলা নির্বাচন কর্মকর্তা মো: আশরাফুল ইসলাম জানান, কালীগঞ্জ উপজেলায় মোট ভোটকেন্দ্র ৯০টি এবং ভোটকক্ষ ৪৭৯টি। পুরুষ ভোটার ৫০.৬৪ শতাংশ, নারী ভোটার ৪৯.৩৫ শতাংশ এবং ট্রান্সজেন্ডার ভোটার রয়েছেন ২ জন।: [17, 406, 199, 600]
